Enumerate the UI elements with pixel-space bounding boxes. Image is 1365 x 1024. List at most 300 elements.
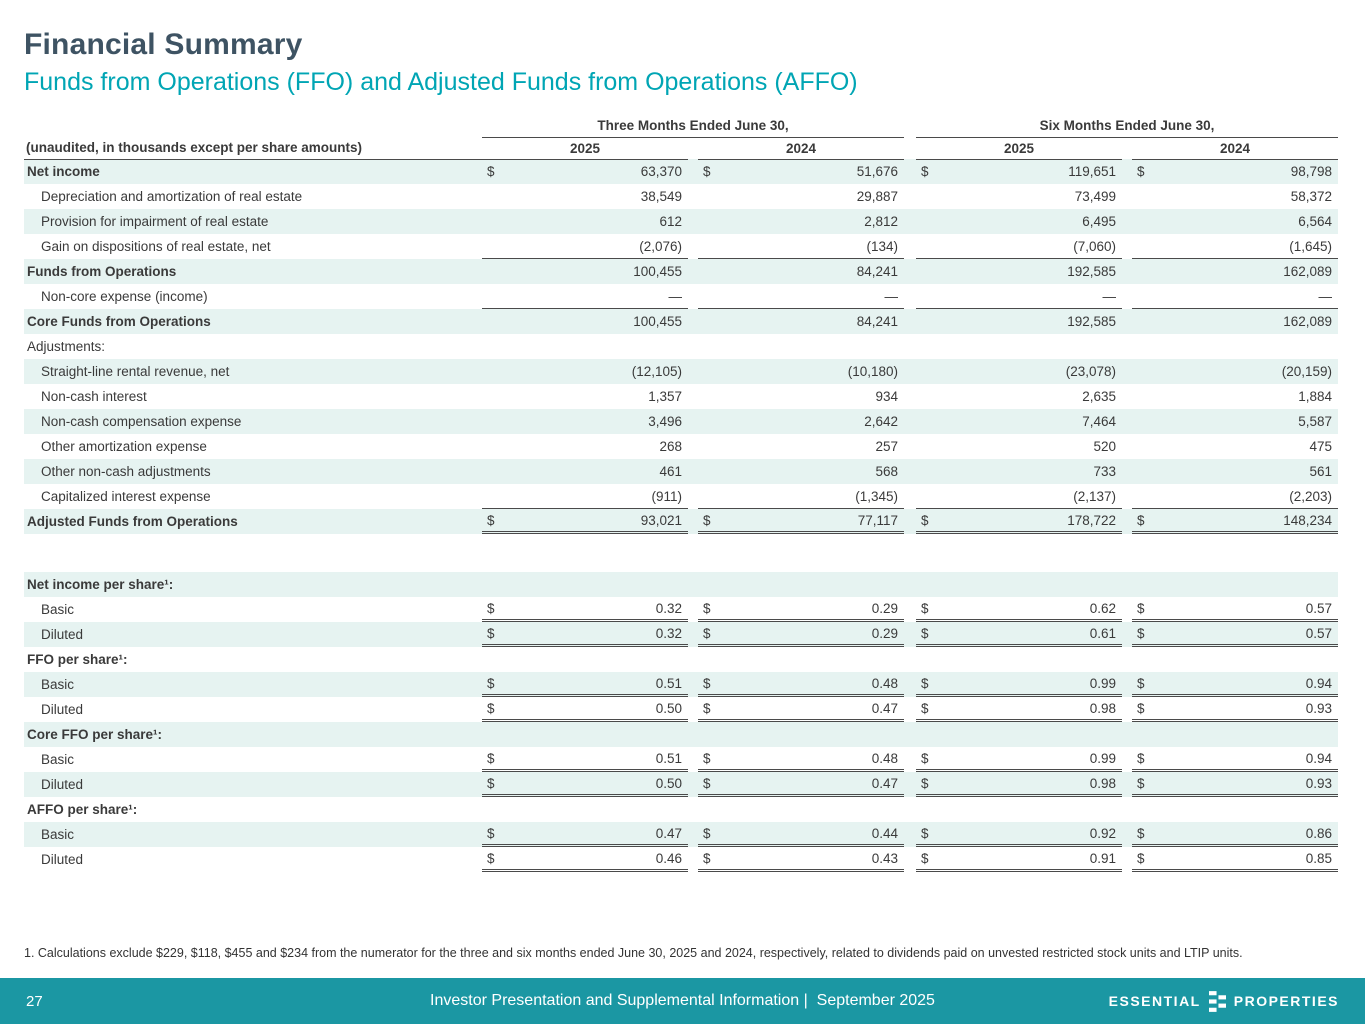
cell-value: (2,203) [1289, 488, 1333, 504]
value-cell [1132, 209, 1338, 234]
value-cell [698, 847, 904, 872]
column-gap [1122, 534, 1132, 572]
cell-value: 0.91 [1089, 850, 1117, 866]
cell-value: 58,372 [1290, 189, 1333, 204]
cell-value: 162,089 [1283, 264, 1333, 279]
dollar-sign: $ [921, 750, 929, 766]
value-cell [698, 772, 904, 797]
column-gap [904, 509, 916, 534]
row-label: Straight-line rental revenue, net [41, 364, 230, 379]
cell-value: 0.62 [1089, 600, 1117, 616]
cell-value: 0.86 [1305, 825, 1333, 841]
column-gap [1122, 334, 1132, 359]
cell-value: 63,370 [640, 164, 682, 180]
col-group-six-months: Six Months Ended June 30, [916, 113, 1338, 137]
row-label: Diluted [41, 702, 84, 717]
value-cell [1132, 847, 1338, 872]
row-label: Capitalized interest expense [41, 489, 211, 504]
value-cell [916, 209, 1122, 234]
value-cell [698, 747, 904, 772]
cell-value: 0.32 [655, 625, 682, 641]
value-cell [1132, 672, 1338, 697]
cell-value: — [884, 288, 899, 304]
column-gap [688, 384, 698, 409]
value-cell [1132, 484, 1338, 509]
cell-value: — [1318, 288, 1333, 304]
value-cell [916, 359, 1122, 384]
column-gap [1122, 184, 1132, 209]
value-cell [916, 309, 1122, 334]
table-row [24, 209, 1338, 234]
dollar-sign: $ [1137, 850, 1145, 866]
value-cell [916, 284, 1122, 309]
value-cell [1132, 234, 1338, 259]
column-gap [688, 822, 698, 847]
value-cell [698, 797, 904, 822]
logo-text-essential: ESSENTIAL [1108, 993, 1201, 1009]
value-cell [482, 459, 688, 484]
column-gap [1122, 359, 1132, 384]
cell-value: 0.47 [871, 775, 899, 791]
value-cell [1132, 597, 1338, 622]
cell-value: 98,798 [1290, 164, 1333, 180]
col-group-three-months: Three Months Ended June 30, [482, 113, 904, 137]
row-label: FFO per share¹: [27, 652, 128, 667]
value-cell [1132, 747, 1338, 772]
value-cell [482, 672, 688, 697]
row-label [24, 534, 482, 572]
column-gap [1122, 772, 1132, 797]
row-label: Gain on dispositions of real estate, net [41, 239, 271, 254]
row-label: Other non-cash adjustments [41, 464, 211, 479]
cell-value: (134) [866, 238, 899, 254]
value-cell [698, 334, 904, 359]
value-cell [1132, 160, 1338, 185]
cell-value: (20,159) [1281, 364, 1333, 379]
column-gap [904, 409, 916, 434]
cell-value: 3,496 [648, 414, 682, 429]
value-cell [916, 822, 1122, 847]
dollar-sign: $ [921, 600, 929, 616]
value-cell [482, 597, 688, 622]
table-row [24, 647, 1338, 672]
dollar-sign: $ [921, 825, 929, 841]
column-gap [904, 797, 916, 822]
row-label: AFFO per share¹: [27, 802, 138, 817]
table-row [24, 697, 1338, 722]
cell-value: 2,812 [864, 214, 899, 229]
cell-value: — [1102, 288, 1117, 304]
table-row [24, 459, 1338, 484]
table-row [24, 534, 1338, 572]
column-gap [1122, 309, 1132, 334]
cell-value: 0.93 [1305, 775, 1333, 791]
value-cell [482, 772, 688, 797]
column-gap [688, 722, 698, 747]
column-gap [1122, 572, 1132, 597]
dollar-sign: $ [921, 625, 929, 641]
column-gap [904, 434, 916, 459]
dollar-sign: $ [1137, 825, 1145, 841]
dollar-sign: $ [487, 675, 495, 691]
cell-value: (1,345) [855, 488, 899, 504]
page-subtitle: Funds from Operations (FFO) and Adjusted Funds from Operations (AFFO) [24, 68, 858, 96]
dollar-sign: $ [1137, 775, 1145, 791]
unaudited-label: (unaudited, in thousands except per share amounts) [24, 137, 482, 159]
column-gap [688, 409, 698, 434]
cell-value: 1,884 [1298, 389, 1333, 404]
table-row [24, 672, 1338, 697]
column-gap [1122, 259, 1132, 284]
cell-value: 568 [875, 464, 899, 479]
cell-value: 7,464 [1082, 414, 1117, 429]
cell-value: — [668, 288, 682, 304]
value-cell [916, 747, 1122, 772]
value-cell [916, 622, 1122, 647]
column-gap [904, 534, 916, 572]
value-cell [698, 697, 904, 722]
column-gap [1122, 384, 1132, 409]
value-cell [1132, 797, 1338, 822]
cell-value: 93,021 [640, 512, 682, 528]
cell-value: 6,564 [1298, 214, 1333, 229]
row-label: Adjustments: [27, 339, 106, 354]
column-gap [688, 234, 698, 259]
value-cell [916, 334, 1122, 359]
value-cell [1132, 184, 1338, 209]
column-gap [904, 334, 916, 359]
column-gap [688, 284, 698, 309]
value-cell [916, 534, 1122, 572]
table-row [24, 384, 1338, 409]
value-cell [698, 484, 904, 509]
table-row [24, 572, 1338, 597]
value-cell [698, 209, 904, 234]
table-row [24, 434, 1338, 459]
cell-value: 0.98 [1089, 775, 1117, 791]
value-cell [1132, 572, 1338, 597]
column-gap [1122, 622, 1132, 647]
column-gap [1122, 284, 1132, 309]
cell-value: 0.32 [655, 600, 682, 616]
cell-value: 0.98 [1089, 700, 1117, 716]
row-label: Non-cash compensation expense [41, 414, 242, 429]
value-cell [482, 509, 688, 534]
logo-mark-icon [1209, 990, 1226, 1013]
column-gap [904, 822, 916, 847]
value-cell [916, 697, 1122, 722]
column-gap [688, 622, 698, 647]
cell-value: 934 [875, 389, 899, 404]
dollar-sign: $ [1137, 750, 1145, 766]
column-gap [688, 309, 698, 334]
cell-value: 0.48 [871, 750, 899, 766]
page-number: 27 [26, 992, 43, 1010]
table-row [24, 284, 1338, 309]
value-cell [698, 572, 904, 597]
table-row [24, 822, 1338, 847]
value-cell [482, 534, 688, 572]
column-gap [904, 359, 916, 384]
cell-value: 0.50 [655, 700, 682, 716]
value-cell [1132, 772, 1338, 797]
column-gap [904, 484, 916, 509]
dollar-sign: $ [703, 675, 711, 691]
column-gap [904, 259, 916, 284]
cell-value: 461 [659, 464, 682, 479]
table-row [24, 359, 1338, 384]
cell-value: 0.47 [871, 700, 899, 716]
value-cell [482, 184, 688, 209]
column-gap [688, 597, 698, 622]
value-cell [482, 847, 688, 872]
column-gap [904, 647, 916, 672]
value-cell [916, 160, 1122, 185]
value-cell [482, 284, 688, 309]
column-gap [688, 137, 698, 159]
value-cell [698, 722, 904, 747]
column-gap [904, 459, 916, 484]
value-cell [698, 384, 904, 409]
row-label: Core Funds from Operations [27, 314, 211, 329]
row-label: Adjusted Funds from Operations [27, 514, 238, 529]
value-cell [1132, 359, 1338, 384]
cell-value: 257 [875, 439, 899, 454]
column-gap [1122, 409, 1132, 434]
ffo-affo-table [24, 113, 1338, 872]
value-cell [698, 359, 904, 384]
cell-value: 148,234 [1283, 512, 1333, 528]
value-cell [916, 509, 1122, 534]
cell-value: (2,137) [1073, 488, 1117, 504]
cell-value: 0.61 [1089, 625, 1117, 641]
value-cell [482, 259, 688, 284]
cell-value: 0.99 [1089, 750, 1117, 766]
value-cell [482, 434, 688, 459]
dollar-sign: $ [487, 625, 495, 641]
cell-value: 0.94 [1305, 750, 1333, 766]
table-row [24, 159, 1338, 184]
column-gap [1122, 847, 1132, 872]
footer-center-text: Investor Presentation and Supplemental Information | September 2025 [430, 992, 935, 1009]
cell-value: 6,495 [1082, 214, 1117, 229]
value-cell [482, 334, 688, 359]
column-gap [904, 847, 916, 872]
column-gap [1122, 647, 1132, 672]
row-label: Diluted [41, 852, 84, 867]
value-cell [1132, 284, 1338, 309]
cell-value: 2,642 [864, 414, 899, 429]
cell-value: 100,455 [633, 264, 682, 279]
column-gap [688, 747, 698, 772]
value-cell [698, 534, 904, 572]
dollar-sign: $ [487, 775, 495, 791]
cell-value: 475 [1309, 439, 1333, 454]
column-gap [688, 534, 698, 572]
column-gap [1122, 484, 1132, 509]
column-gap [1122, 597, 1132, 622]
dollar-sign: $ [1137, 675, 1145, 691]
table-row [24, 309, 1338, 334]
table-row [24, 184, 1338, 209]
value-cell [482, 234, 688, 259]
cell-value: 0.85 [1305, 850, 1333, 866]
column-gap [904, 697, 916, 722]
cell-value: 0.99 [1089, 675, 1117, 691]
value-cell [916, 459, 1122, 484]
cell-value: 192,585 [1067, 264, 1117, 279]
dollar-sign: $ [703, 775, 711, 791]
column-gap [904, 159, 916, 184]
value-cell [482, 747, 688, 772]
cell-value: (7,060) [1073, 238, 1117, 254]
cell-value: 0.57 [1305, 625, 1333, 641]
dollar-sign: $ [703, 700, 711, 716]
dollar-sign: $ [703, 600, 711, 616]
value-cell [1132, 259, 1338, 284]
value-cell [482, 797, 688, 822]
row-label: Basic [41, 827, 75, 842]
dollar-sign: $ [487, 512, 495, 528]
value-cell [916, 672, 1122, 697]
column-gap [1122, 137, 1132, 159]
value-cell [916, 484, 1122, 509]
value-cell [698, 459, 904, 484]
column-gap [688, 484, 698, 509]
value-cell [916, 434, 1122, 459]
page-title: Financial Summary [24, 28, 303, 61]
row-label: Basic [41, 602, 75, 617]
cell-value: 733 [1093, 464, 1117, 479]
dollar-sign: $ [487, 164, 495, 180]
column-gap [1122, 434, 1132, 459]
column-gap [688, 159, 698, 184]
column-gap [904, 234, 916, 259]
cell-value: 38,549 [640, 189, 682, 204]
cell-value: 0.43 [871, 850, 899, 866]
column-gap [904, 184, 916, 209]
column-gap [1122, 459, 1132, 484]
row-label: Other amortization expense [41, 439, 207, 454]
value-cell [916, 572, 1122, 597]
year-header-3m-2024: 2024 [698, 137, 904, 159]
row-label: Diluted [41, 777, 84, 792]
cell-value: 0.44 [871, 825, 899, 841]
value-cell [1132, 409, 1338, 434]
cell-value: 1,357 [648, 389, 682, 404]
cell-value: (10,180) [847, 364, 899, 379]
cell-value: 29,887 [856, 189, 899, 204]
cell-value: 520 [1093, 439, 1117, 454]
cell-value: 0.48 [871, 675, 899, 691]
column-gap [688, 797, 698, 822]
dollar-sign: $ [487, 850, 495, 866]
column-gap [688, 697, 698, 722]
cell-value: 2,635 [1082, 389, 1117, 404]
value-cell [916, 847, 1122, 872]
cell-value: 100,455 [633, 314, 682, 329]
row-label: Net income per share¹: [27, 577, 174, 592]
value-cell [916, 184, 1122, 209]
column-gap [904, 309, 916, 334]
cell-value: 0.47 [655, 825, 682, 841]
dollar-sign: $ [487, 600, 495, 616]
cell-value: 0.51 [655, 675, 682, 691]
dollar-sign: $ [1137, 700, 1145, 716]
table-row [24, 334, 1338, 359]
table-row [24, 847, 1338, 872]
dollar-sign: $ [921, 675, 929, 691]
dollar-sign: $ [1137, 512, 1145, 528]
cell-value: (23,078) [1065, 364, 1117, 379]
value-cell [482, 409, 688, 434]
column-gap [904, 772, 916, 797]
value-cell [482, 160, 688, 185]
cell-value: 73,499 [1074, 189, 1117, 204]
value-cell [1132, 697, 1338, 722]
dollar-sign: $ [921, 850, 929, 866]
value-cell [698, 597, 904, 622]
value-cell [1132, 309, 1338, 334]
table-row [24, 509, 1338, 534]
dollar-sign: $ [487, 700, 495, 716]
column-gap [1122, 747, 1132, 772]
value-cell [1132, 622, 1338, 647]
dollar-sign: $ [703, 850, 711, 866]
value-cell [482, 484, 688, 509]
value-cell [916, 772, 1122, 797]
value-cell [1132, 459, 1338, 484]
column-gap [904, 572, 916, 597]
dollar-sign: $ [921, 700, 929, 716]
dollar-sign: $ [703, 164, 711, 180]
column-group-row [24, 113, 1338, 137]
value-cell [698, 160, 904, 185]
row-label: Non-cash interest [41, 389, 147, 404]
table-row [24, 484, 1338, 509]
column-gap [1122, 722, 1132, 747]
value-cell [698, 284, 904, 309]
value-cell [482, 309, 688, 334]
column-gap [904, 209, 916, 234]
value-cell [1132, 822, 1338, 847]
column-gap [688, 434, 698, 459]
value-cell [482, 572, 688, 597]
cell-value: 192,585 [1067, 314, 1117, 329]
dollar-sign: $ [921, 512, 929, 528]
table-row [24, 622, 1338, 647]
dollar-sign: $ [1137, 625, 1145, 641]
row-label: Basic [41, 752, 75, 767]
value-cell [482, 822, 688, 847]
cell-value: 0.46 [655, 850, 682, 866]
value-cell [698, 234, 904, 259]
value-cell [1132, 509, 1338, 534]
value-cell [698, 509, 904, 534]
column-gap [688, 772, 698, 797]
cell-value: (2,076) [639, 238, 682, 254]
dollar-sign: $ [703, 750, 711, 766]
value-cell [698, 672, 904, 697]
value-cell [916, 409, 1122, 434]
row-label: Core FFO per share¹: [27, 727, 163, 742]
value-cell [482, 359, 688, 384]
table-header [24, 113, 1338, 159]
value-cell [482, 209, 688, 234]
cell-value: 561 [1309, 464, 1333, 479]
column-gap [904, 284, 916, 309]
dollar-sign: $ [921, 775, 929, 791]
